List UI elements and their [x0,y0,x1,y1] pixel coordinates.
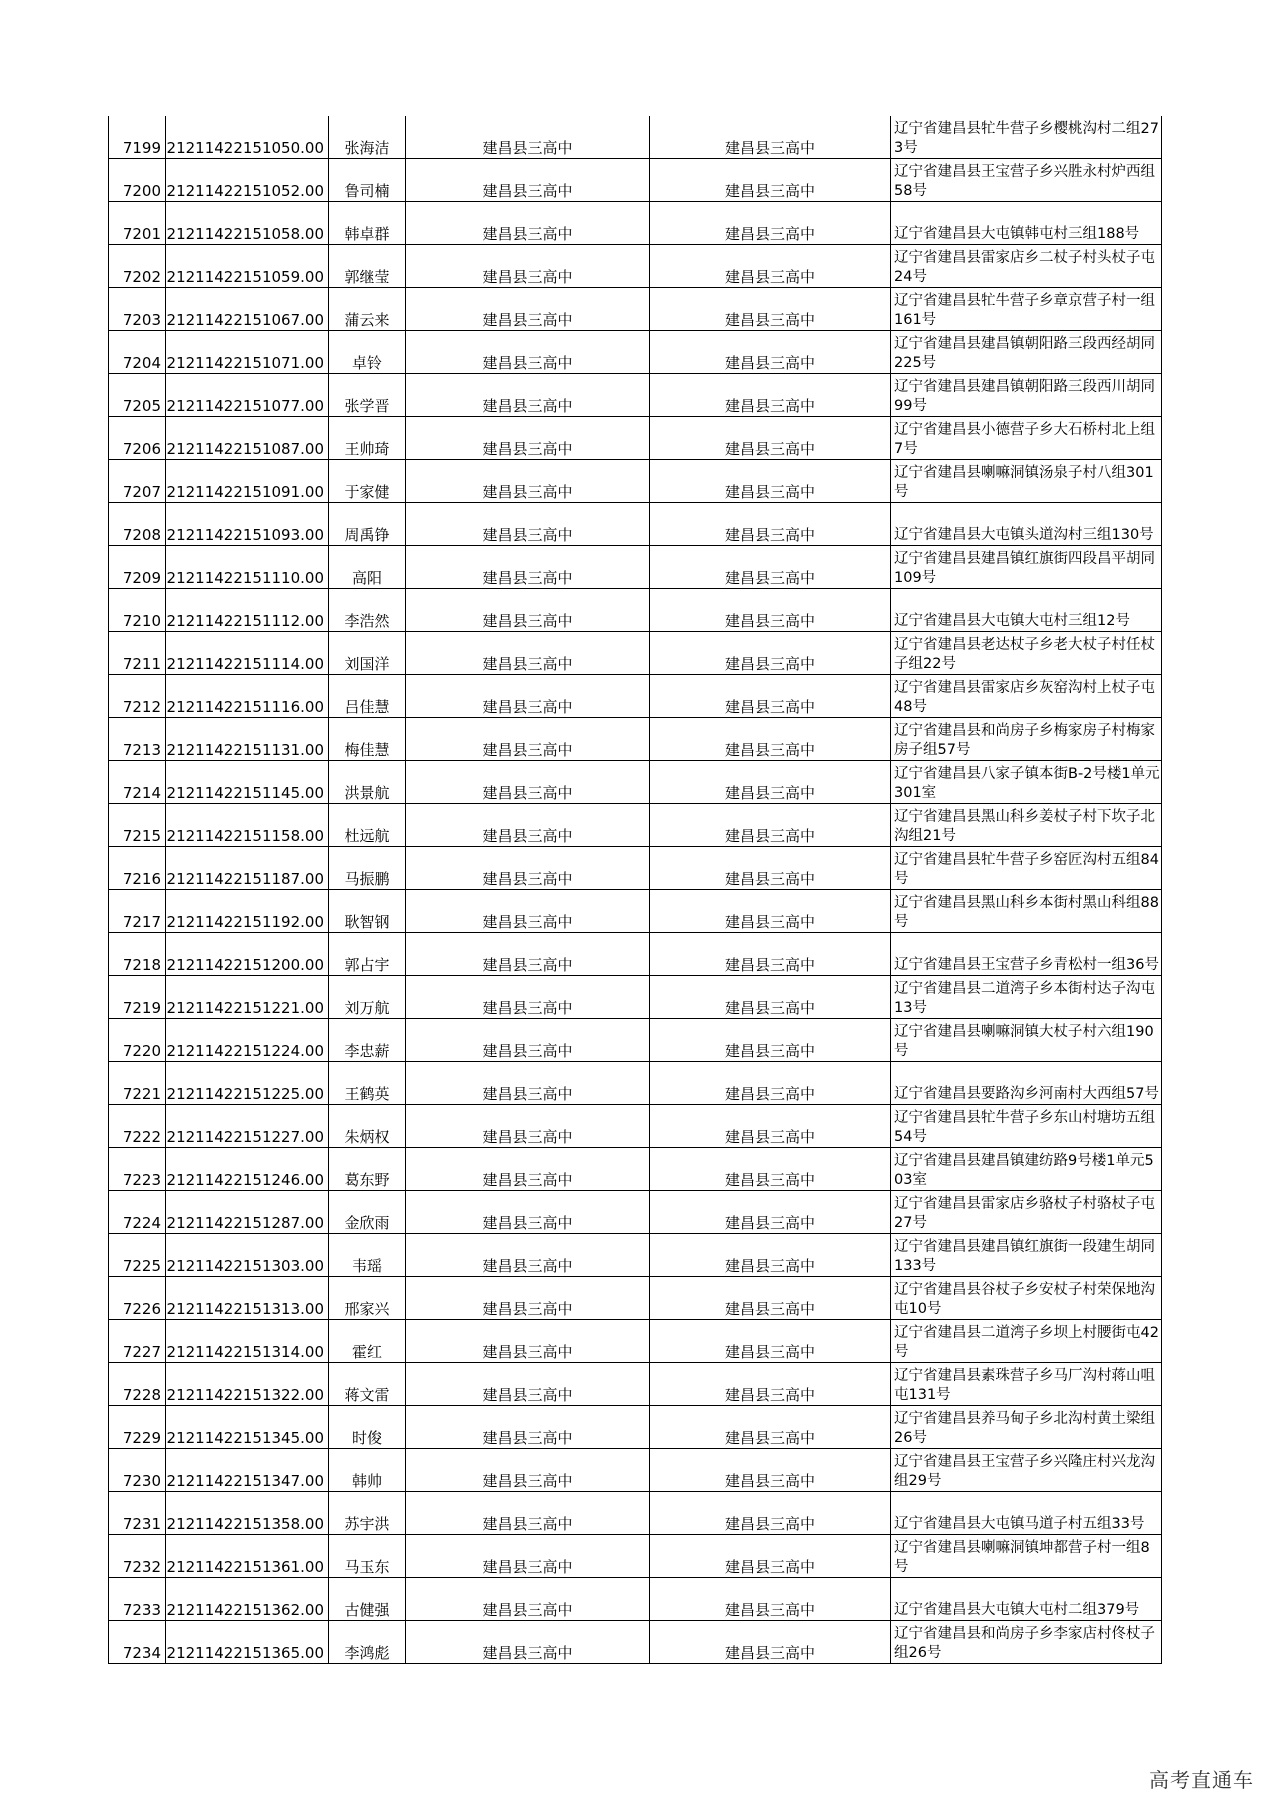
row-number-cell: 7223 [109,1148,166,1191]
graduating-school-cell: 建昌县三高中 [406,1019,650,1062]
row-number-cell: 7208 [109,503,166,546]
admitted-school-cell: 建昌县三高中 [650,1535,891,1578]
graduating-school-cell: 建昌县三高中 [406,804,650,847]
student-name-cell: 郭继莹 [329,245,406,288]
exam-id-cell: 21211422151345.00 [166,1406,329,1449]
graduating-school-cell: 建昌县三高中 [406,1148,650,1191]
home-address-cell: 辽宁省建昌县喇嘛洞镇汤泉子村八组301号 [891,460,1162,503]
exam-id-cell: 21211422151093.00 [166,503,329,546]
student-name-cell: 卓铃 [329,331,406,374]
home-address-cell: 辽宁省建昌县大屯镇大屯村三组12号 [891,589,1162,632]
graduating-school-cell: 建昌县三高中 [406,675,650,718]
admitted-school-cell: 建昌县三高中 [650,632,891,675]
student-name-cell: 刘国洋 [329,632,406,675]
admitted-school-cell: 建昌县三高中 [650,933,891,976]
graduating-school-cell: 建昌县三高中 [406,288,650,331]
graduating-school-cell: 建昌县三高中 [406,1578,650,1621]
enrollment-table [108,116,1162,1664]
exam-id-cell: 21211422151200.00 [166,933,329,976]
table-row [109,976,1162,1019]
home-address-cell: 辽宁省建昌县王宝营子乡兴胜永村炉西组58号 [891,159,1162,202]
graduating-school-cell: 建昌县三高中 [406,245,650,288]
student-name-cell: 李忠薪 [329,1019,406,1062]
admitted-school-cell: 建昌县三高中 [650,460,891,503]
table-row [109,331,1162,374]
graduating-school-cell: 建昌县三高中 [406,1320,650,1363]
table-row [109,890,1162,933]
graduating-school-cell: 建昌县三高中 [406,1449,650,1492]
admitted-school-cell: 建昌县三高中 [650,1062,891,1105]
table-row [109,1234,1162,1277]
exam-id-cell: 21211422151077.00 [166,374,329,417]
exam-id-cell: 21211422151246.00 [166,1148,329,1191]
row-number-cell: 7216 [109,847,166,890]
row-number-cell: 7227 [109,1320,166,1363]
home-address-cell: 辽宁省建昌县建昌镇朝阳路三段西经胡同225号 [891,331,1162,374]
admitted-school-cell: 建昌县三高中 [650,417,891,460]
row-number-cell: 7224 [109,1191,166,1234]
table-row [109,675,1162,718]
table-row [109,632,1162,675]
student-name-cell: 马玉东 [329,1535,406,1578]
row-number-cell: 7222 [109,1105,166,1148]
exam-id-cell: 21211422151361.00 [166,1535,329,1578]
student-name-cell: 张海洁 [329,116,406,159]
graduating-school-cell: 建昌县三高中 [406,589,650,632]
exam-id-cell: 21211422151313.00 [166,1277,329,1320]
home-address-cell: 辽宁省建昌县喇嘛洞镇坤都营子村一组8号 [891,1535,1162,1578]
student-name-cell: 蒲云来 [329,288,406,331]
home-address-cell: 辽宁省建昌县雷家店乡灰窑沟村上杖子屯48号 [891,675,1162,718]
admitted-school-cell: 建昌县三高中 [650,1406,891,1449]
admitted-school-cell: 建昌县三高中 [650,1363,891,1406]
graduating-school-cell: 建昌县三高中 [406,1535,650,1578]
admitted-school-cell: 建昌县三高中 [650,1277,891,1320]
exam-id-cell: 21211422151225.00 [166,1062,329,1105]
admitted-school-cell: 建昌县三高中 [650,159,891,202]
row-number-cell: 7232 [109,1535,166,1578]
exam-id-cell: 21211422151114.00 [166,632,329,675]
table-row [109,1277,1162,1320]
admitted-school-cell: 建昌县三高中 [650,245,891,288]
admitted-school-cell: 建昌县三高中 [650,116,891,159]
student-name-cell: 梅佳慧 [329,718,406,761]
student-name-cell: 时俊 [329,1406,406,1449]
student-name-cell: 洪景航 [329,761,406,804]
exam-id-cell: 21211422151287.00 [166,1191,329,1234]
exam-id-cell: 21211422151131.00 [166,718,329,761]
graduating-school-cell: 建昌县三高中 [406,546,650,589]
row-number-cell: 7213 [109,718,166,761]
graduating-school-cell: 建昌县三高中 [406,460,650,503]
student-name-cell: 于家健 [329,460,406,503]
student-name-cell: 朱炳权 [329,1105,406,1148]
table-row [109,1449,1162,1492]
table-row [109,1191,1162,1234]
graduating-school-cell: 建昌县三高中 [406,159,650,202]
table-row [109,116,1162,159]
exam-id-cell: 21211422151112.00 [166,589,329,632]
student-name-cell: 苏宇洪 [329,1492,406,1535]
student-name-cell: 杜远航 [329,804,406,847]
table-body [109,116,1162,1664]
table-row [109,374,1162,417]
row-number-cell: 7229 [109,1406,166,1449]
admitted-school-cell: 建昌县三高中 [650,890,891,933]
admitted-school-cell: 建昌县三高中 [650,1148,891,1191]
row-number-cell: 7231 [109,1492,166,1535]
exam-id-cell: 21211422151187.00 [166,847,329,890]
table-row [109,933,1162,976]
student-name-cell: 张学晋 [329,374,406,417]
row-number-cell: 7214 [109,761,166,804]
student-name-cell: 马振鹏 [329,847,406,890]
admitted-school-cell: 建昌县三高中 [650,1320,891,1363]
table-row [109,1492,1162,1535]
graduating-school-cell: 建昌县三高中 [406,933,650,976]
admitted-school-cell: 建昌县三高中 [650,718,891,761]
home-address-cell: 辽宁省建昌县小德营子乡大石桥村北上组7号 [891,417,1162,460]
row-number-cell: 7207 [109,460,166,503]
student-name-cell: 李鸿彪 [329,1621,406,1664]
student-name-cell: 刘万航 [329,976,406,1019]
table-row [109,245,1162,288]
table-row [109,159,1162,202]
exam-id-cell: 21211422151314.00 [166,1320,329,1363]
table-row [109,1019,1162,1062]
table-row [109,417,1162,460]
home-address-cell: 辽宁省建昌县大屯镇大屯村二组379号 [891,1578,1162,1621]
exam-id-cell: 21211422151227.00 [166,1105,329,1148]
student-name-cell: 耿智钢 [329,890,406,933]
watermark-text: 高考直通车 [1149,1768,1254,1792]
row-number-cell: 7218 [109,933,166,976]
home-address-cell: 辽宁省建昌县素珠营子乡马厂沟村蒋山咀屯131号 [891,1363,1162,1406]
graduating-school-cell: 建昌县三高中 [406,1492,650,1535]
home-address-cell: 辽宁省建昌县建昌镇建纺路9号楼1单元503室 [891,1148,1162,1191]
row-number-cell: 7230 [109,1449,166,1492]
exam-id-cell: 21211422151059.00 [166,245,329,288]
admitted-school-cell: 建昌县三高中 [650,804,891,847]
table-row [109,1535,1162,1578]
graduating-school-cell: 建昌县三高中 [406,374,650,417]
admitted-school-cell: 建昌县三高中 [650,1234,891,1277]
admitted-school-cell: 建昌县三高中 [650,1449,891,1492]
exam-id-cell: 21211422151145.00 [166,761,329,804]
exam-id-cell: 21211422151071.00 [166,331,329,374]
row-number-cell: 7221 [109,1062,166,1105]
graduating-school-cell: 建昌县三高中 [406,1191,650,1234]
admitted-school-cell: 建昌县三高中 [650,1019,891,1062]
exam-id-cell: 21211422151050.00 [166,116,329,159]
table-row [109,1578,1162,1621]
graduating-school-cell: 建昌县三高中 [406,503,650,546]
exam-id-cell: 21211422151365.00 [166,1621,329,1664]
graduating-school-cell: 建昌县三高中 [406,890,650,933]
exam-id-cell: 21211422151303.00 [166,1234,329,1277]
row-number-cell: 7234 [109,1621,166,1664]
home-address-cell: 辽宁省建昌县牤牛营子乡东山村塘坊五组54号 [891,1105,1162,1148]
exam-id-cell: 21211422151052.00 [166,159,329,202]
graduating-school-cell: 建昌县三高中 [406,1406,650,1449]
admitted-school-cell: 建昌县三高中 [650,288,891,331]
exam-id-cell: 21211422151347.00 [166,1449,329,1492]
row-number-cell: 7217 [109,890,166,933]
table-row [109,718,1162,761]
exam-id-cell: 21211422151362.00 [166,1578,329,1621]
table-row [109,1062,1162,1105]
admitted-school-cell: 建昌县三高中 [650,976,891,1019]
admitted-school-cell: 建昌县三高中 [650,1191,891,1234]
row-number-cell: 7202 [109,245,166,288]
home-address-cell: 辽宁省建昌县和尚房子乡李家店村佟杖子组26号 [891,1621,1162,1664]
graduating-school-cell: 建昌县三高中 [406,116,650,159]
home-address-cell: 辽宁省建昌县雷家店乡骆杖子村骆杖子屯27号 [891,1191,1162,1234]
row-number-cell: 7203 [109,288,166,331]
exam-id-cell: 21211422151224.00 [166,1019,329,1062]
row-number-cell: 7209 [109,546,166,589]
graduating-school-cell: 建昌县三高中 [406,1363,650,1406]
graduating-school-cell: 建昌县三高中 [406,417,650,460]
graduating-school-cell: 建昌县三高中 [406,718,650,761]
home-address-cell: 辽宁省建昌县大屯镇头道沟村三组130号 [891,503,1162,546]
row-number-cell: 7233 [109,1578,166,1621]
admitted-school-cell: 建昌县三高中 [650,1492,891,1535]
row-number-cell: 7210 [109,589,166,632]
admitted-school-cell: 建昌县三高中 [650,589,891,632]
admitted-school-cell: 建昌县三高中 [650,546,891,589]
exam-id-cell: 21211422151192.00 [166,890,329,933]
exam-id-cell: 21211422151091.00 [166,460,329,503]
home-address-cell: 辽宁省建昌县雷家店乡二杖子村头杖子屯24号 [891,245,1162,288]
exam-id-cell: 21211422151110.00 [166,546,329,589]
home-address-cell: 辽宁省建昌县建昌镇红旗街一段建生胡同133号 [891,1234,1162,1277]
student-name-cell: 蒋文雷 [329,1363,406,1406]
home-address-cell: 辽宁省建昌县八家子镇本街B-2号楼1单元301室 [891,761,1162,804]
student-name-cell: 韩帅 [329,1449,406,1492]
admitted-school-cell: 建昌县三高中 [650,675,891,718]
home-address-cell: 辽宁省建昌县二道湾子乡本街村达子沟屯13号 [891,976,1162,1019]
row-number-cell: 7206 [109,417,166,460]
exam-id-cell: 21211422151116.00 [166,675,329,718]
admitted-school-cell: 建昌县三高中 [650,1105,891,1148]
row-number-cell: 7211 [109,632,166,675]
student-name-cell: 郭占宇 [329,933,406,976]
graduating-school-cell: 建昌县三高中 [406,632,650,675]
row-number-cell: 7220 [109,1019,166,1062]
graduating-school-cell: 建昌县三高中 [406,1105,650,1148]
exam-id-cell: 21211422151087.00 [166,417,329,460]
row-number-cell: 7228 [109,1363,166,1406]
home-address-cell: 辽宁省建昌县王宝营子乡青松村一组36号 [891,933,1162,976]
student-name-cell: 邢家兴 [329,1277,406,1320]
exam-id-cell: 21211422151158.00 [166,804,329,847]
exam-id-cell: 21211422151322.00 [166,1363,329,1406]
row-number-cell: 7215 [109,804,166,847]
home-address-cell: 辽宁省建昌县大屯镇韩屯村三组188号 [891,202,1162,245]
student-name-cell: 高阳 [329,546,406,589]
graduating-school-cell: 建昌县三高中 [406,847,650,890]
admitted-school-cell: 建昌县三高中 [650,847,891,890]
home-address-cell: 辽宁省建昌县建昌镇红旗街四段昌平胡同109号 [891,546,1162,589]
table-row [109,761,1162,804]
home-address-cell: 辽宁省建昌县黑山科乡本街村黑山科组88号 [891,890,1162,933]
home-address-cell: 辽宁省建昌县牤牛营子乡窑匠沟村五组84号 [891,847,1162,890]
row-number-cell: 7226 [109,1277,166,1320]
student-name-cell: 霍红 [329,1320,406,1363]
row-number-cell: 7199 [109,116,166,159]
table-row [109,460,1162,503]
exam-id-cell: 21211422151221.00 [166,976,329,1019]
admitted-school-cell: 建昌县三高中 [650,1578,891,1621]
table-row [109,1406,1162,1449]
home-address-cell: 辽宁省建昌县要路沟乡河南村大西组57号 [891,1062,1162,1105]
row-number-cell: 7204 [109,331,166,374]
student-name-cell: 王鹤英 [329,1062,406,1105]
row-number-cell: 7212 [109,675,166,718]
student-name-cell: 葛东野 [329,1148,406,1191]
row-number-cell: 7200 [109,159,166,202]
student-name-cell: 王帅琦 [329,417,406,460]
exam-id-cell: 21211422151067.00 [166,288,329,331]
graduating-school-cell: 建昌县三高中 [406,331,650,374]
student-name-cell: 韩卓群 [329,202,406,245]
admitted-school-cell: 建昌县三高中 [650,761,891,804]
student-name-cell: 吕佳慧 [329,675,406,718]
home-address-cell: 辽宁省建昌县谷杖子乡安杖子村荣保地沟屯10号 [891,1277,1162,1320]
table-row [109,503,1162,546]
table-row [109,1363,1162,1406]
row-number-cell: 7201 [109,202,166,245]
student-name-cell: 古健强 [329,1578,406,1621]
row-number-cell: 7219 [109,976,166,1019]
table-row [109,202,1162,245]
graduating-school-cell: 建昌县三高中 [406,976,650,1019]
home-address-cell: 辽宁省建昌县大屯镇马道子村五组33号 [891,1492,1162,1535]
table-row [109,1320,1162,1363]
table-row [109,847,1162,890]
table-row [109,546,1162,589]
table-row [109,589,1162,632]
graduating-school-cell: 建昌县三高中 [406,1277,650,1320]
admitted-school-cell: 建昌县三高中 [650,1621,891,1664]
exam-id-cell: 21211422151058.00 [166,202,329,245]
graduating-school-cell: 建昌县三高中 [406,1621,650,1664]
exam-id-cell: 21211422151358.00 [166,1492,329,1535]
admitted-school-cell: 建昌县三高中 [650,374,891,417]
graduating-school-cell: 建昌县三高中 [406,1234,650,1277]
row-number-cell: 7205 [109,374,166,417]
table-row [109,1105,1162,1148]
table-row [109,288,1162,331]
graduating-school-cell: 建昌县三高中 [406,761,650,804]
home-address-cell: 辽宁省建昌县养马甸子乡北沟村黄土梁组26号 [891,1406,1162,1449]
home-address-cell: 辽宁省建昌县建昌镇朝阳路三段西川胡同99号 [891,374,1162,417]
student-name-cell: 李浩然 [329,589,406,632]
home-address-cell: 辽宁省建昌县王宝营子乡兴隆庄村兴龙沟组29号 [891,1449,1162,1492]
student-name-cell: 周禹铮 [329,503,406,546]
table-row [109,1621,1162,1664]
graduating-school-cell: 建昌县三高中 [406,1062,650,1105]
graduating-school-cell: 建昌县三高中 [406,202,650,245]
home-address-cell: 辽宁省建昌县牤牛营子乡樱桃沟村二组273号 [891,116,1162,159]
row-number-cell: 7225 [109,1234,166,1277]
table-row [109,1148,1162,1191]
home-address-cell: 辽宁省建昌县牤牛营子乡章京营子村一组161号 [891,288,1162,331]
student-name-cell: 鲁司楠 [329,159,406,202]
admitted-school-cell: 建昌县三高中 [650,331,891,374]
admitted-school-cell: 建昌县三高中 [650,202,891,245]
student-name-cell: 金欣雨 [329,1191,406,1234]
home-address-cell: 辽宁省建昌县老达杖子乡老大杖子村任杖子组22号 [891,632,1162,675]
student-name-cell: 韦瑶 [329,1234,406,1277]
home-address-cell: 辽宁省建昌县黑山科乡姜杖子村下坎子北沟组21号 [891,804,1162,847]
home-address-cell: 辽宁省建昌县喇嘛洞镇大杖子村六组190号 [891,1019,1162,1062]
table-row [109,804,1162,847]
home-address-cell: 辽宁省建昌县二道湾子乡坝上村腰街屯42号 [891,1320,1162,1363]
admitted-school-cell: 建昌县三高中 [650,503,891,546]
home-address-cell: 辽宁省建昌县和尚房子乡梅家房子村梅家房子组57号 [891,718,1162,761]
